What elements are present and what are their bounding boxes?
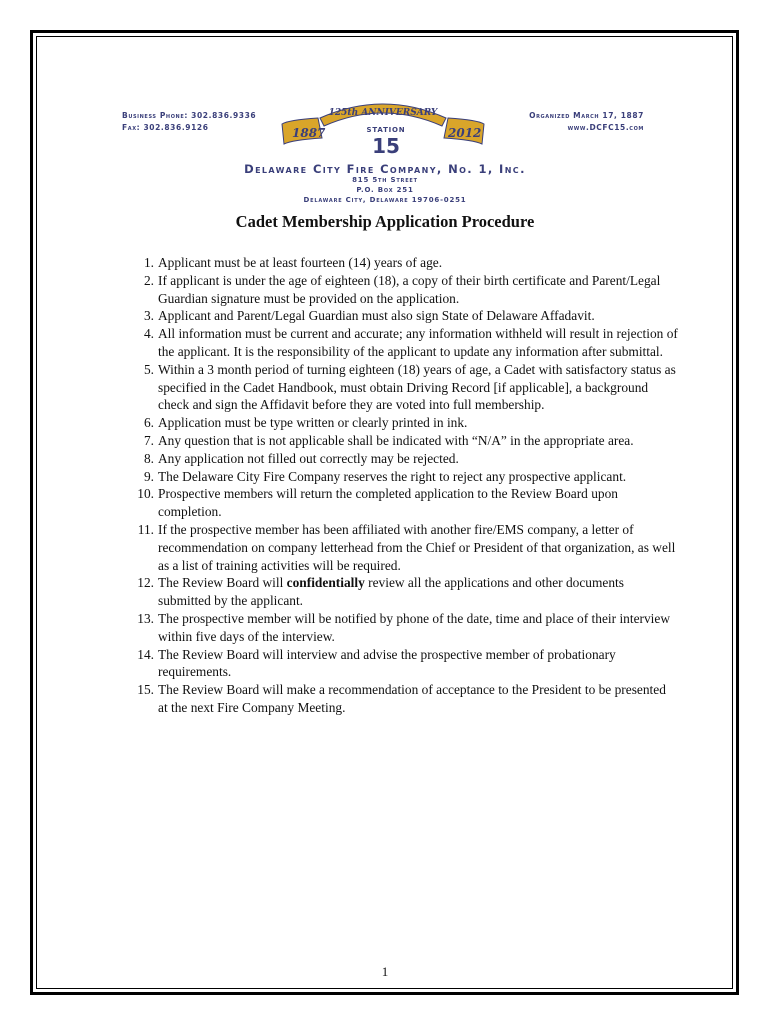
list-item: 7. Any question that is not applicable shall be indicated with “N/A” in the appropriate area. [143,432,634,448]
anniversary-text: 125th ANNIVERSARY [328,108,438,118]
list-item: 11. If the prospective member has been affiliated with another fire/EMS company, a letter of recommendation on company letterhead from the Chief or President of that organization, as well as a list of training activities will be required. [137,521,676,573]
year-start: 1887 [292,126,326,140]
address-city: Delaware City, Delaware 19706-0251 [303,196,467,204]
list-item: 1. Applicant must be at least fourteen (14) years of age. [143,255,443,270]
page-number: 1 [381,964,389,979]
list-item: 14. The Review Board will interview and advise the prospective member of probationary requirements. [137,646,616,680]
letterhead-organized [529,110,644,134]
website: www.DCFC15.com [567,123,644,132]
emphasis-confidentially: confidentially [286,575,365,591]
procedure-list [118,254,678,717]
address-street: 815 5th Street [352,176,418,184]
list-item: 5. Within a 3 month period of turning eighteen (18) years of age, a Cadet with satisfactory status as specified in the Cadet Handbook, must obtain Driving Record [if applicable], a background check and sign the Affidavit before they are voted into full membership. [143,361,676,413]
business-phone: Business Phone: 302.836.9336 [122,111,257,120]
fax-number: Fax: 302.836.9126 [122,123,209,132]
list-item: 13. The prospective member will be notified by phone of the date, time and place of their interview within five days of the interview. [137,610,671,644]
list-item: 10. Prospective members will return the completed application to the Review Board upon completion. [137,486,618,520]
year-end: 2012 [448,126,482,140]
station-label: STATION [366,126,406,134]
list-item: 9. The Delaware City Fire Company reserves the right to reject any prospective applicant. [143,468,627,484]
list-item: 8. Any application not filled out correctly may be rejected. [143,450,459,466]
letterhead-contact [122,110,256,134]
list-item: 2. If applicant is under the age of eighteen (18), a copy of their birth certificate and Parent/Legal Guardian signature must be provided on the application. [143,272,661,306]
organized-date: Organized March 17, 1887 [529,111,644,120]
list-item: 12. The Review Board will confidentially review all the applications and other documents submitted by the applicant. [137,575,624,609]
list-item: 3. Applicant and Parent/Legal Guardian must also sign State of Delaware Affadavit. [143,308,595,324]
station-number: 15 [372,134,400,158]
list-item: 15. The Review Board will make a recommendation of acceptance to the President to be presented at the next Fire Company Meeting. [137,682,666,715]
list-item: 6. Application must be type written or clearly printed in ink. [143,415,468,431]
document-title: Cadet Membership Application Procedure [235,212,535,231]
list-item: 4. All information must be current and accurate; any information withheld will result in rejection of the applicant. It is the responsibility of the applicant to update any information after submittal. [143,326,678,359]
address-po-box: P.O. Box 251 [356,186,414,194]
company-name: Delaware City Fire Company, No. 1, Inc. [244,162,526,176]
